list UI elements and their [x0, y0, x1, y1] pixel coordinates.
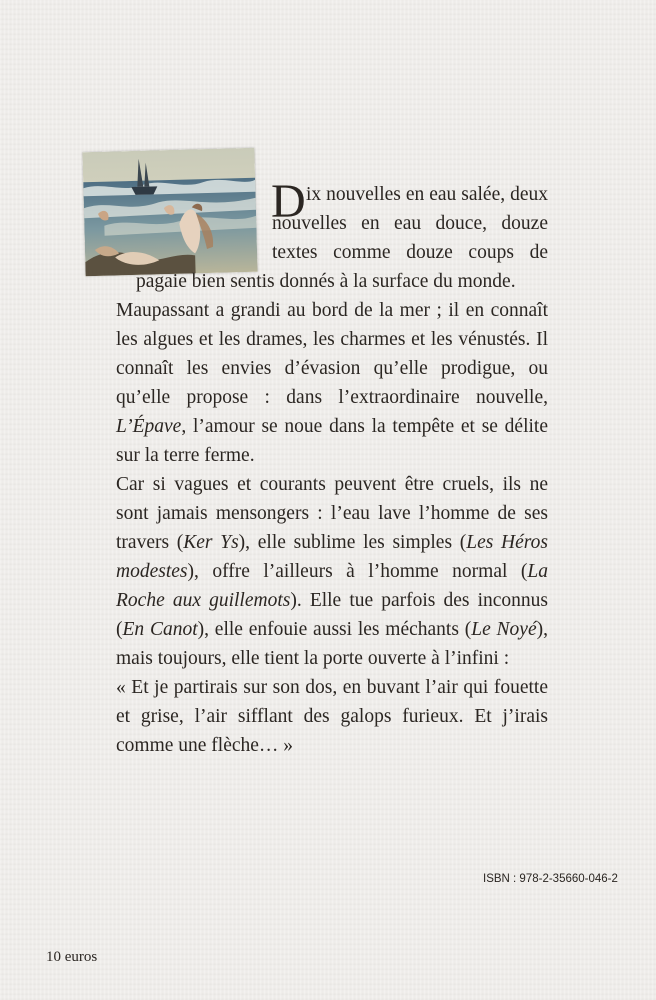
paragraph-text: Maupassant a grandi au bord de la mer ; il en connaît les algues et les drames, les charmes et les vénustés. Il connaît les envies d’évasion qu’elle prodigue, ou qu’elle propose : dans l’extraordinaire nouvelle, [116, 300, 548, 408]
quote: « Et je partirais sur son dos, en buvant l’air qui fouette et grise, l’air sifflant des galops furieux. Et j’irais comme une flèche… » [116, 677, 548, 756]
paragraph-text: ), elle sublime les simples ( [238, 532, 467, 553]
back-cover-text [116, 175, 549, 760]
story-title: Le Noyé [471, 619, 537, 640]
story-title: L’Épave [116, 416, 182, 437]
paragraph-vagues [116, 470, 548, 673]
isbn: ISBN : 978-2-35660-046-2 [483, 873, 618, 885]
story-title: Ker Ys [183, 532, 239, 553]
paragraph-maupassant [116, 296, 548, 470]
paragraph-text: ), elle enfouie aussi les méchants ( [197, 619, 472, 640]
opening-line-1: ix nouvelles en eau salée, deux [306, 184, 548, 205]
story-title: Les Héros modestes [116, 532, 548, 582]
opening-line-2: nouvelles en eau douce, douze [272, 213, 548, 234]
paragraph-text: ). Elle tue parfois des inconnus ( [116, 590, 549, 640]
story-title: En Canot [122, 619, 198, 640]
price: 10 euros [46, 949, 98, 965]
opening-line-3: textes comme douze coups de [272, 242, 548, 263]
opening-line-4: pagaie bien sentis donnés à la surface du monde. [136, 271, 516, 292]
story-title: La Roche aux guillemots [116, 561, 548, 611]
paragraph-text: ), offre l’ailleurs à l’homme normal ( [187, 561, 528, 582]
paragraph-text: , l’amour se noue dans la tempête et se délite sur la terre ferme. [116, 416, 548, 466]
paragraph-text: Car si vagues et courants peuvent être cruels, ils ne sont jamais mensongers : l’eau lave l’homme de ses travers ( [116, 474, 548, 553]
drop-cap-letter: D [271, 175, 306, 228]
paragraph-text: ), mais toujours, elle tient la porte ouverte à l’infini : [116, 619, 548, 669]
